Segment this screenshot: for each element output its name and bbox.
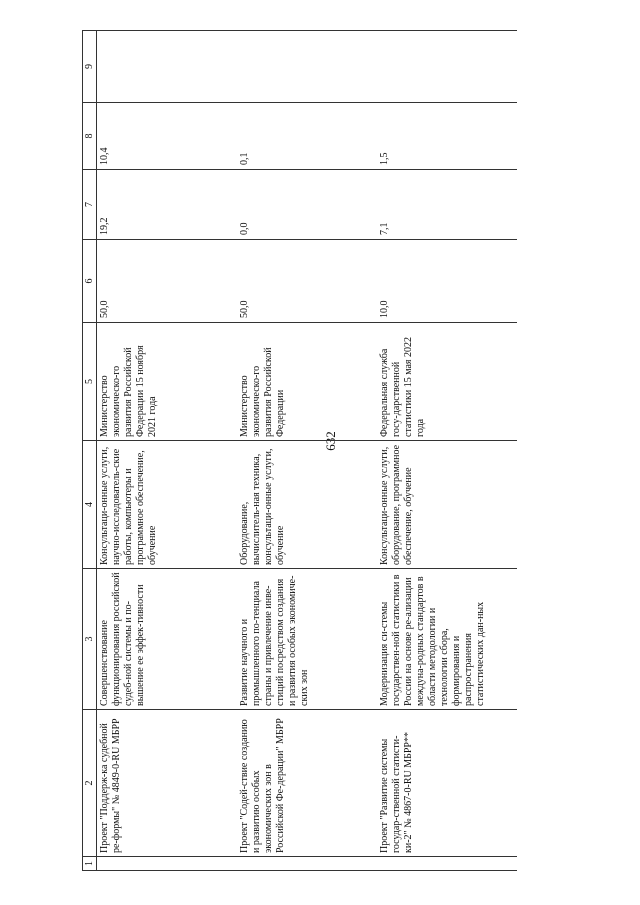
header-col-1: 1 <box>83 857 97 871</box>
cell-expenditure-type: Консультаци-онные услуги, научно-исследователь-ские работы, компьютеры и программное обеспечение, обучение <box>97 441 237 569</box>
table-row <box>237 31 377 871</box>
header-col-7: 7 <box>83 170 97 240</box>
cell-value-9 <box>97 31 237 103</box>
cell-expenditure-type: Консультаци-онные услуги, оборудование, программное обеспечение, обучение <box>377 441 517 569</box>
header-col-8: 8 <box>83 103 97 170</box>
table-row <box>377 31 517 871</box>
rotated-table-container <box>82 31 602 871</box>
cell-project-goal: Развитие научного и промышленного по-тенциала страны и привлечение инве-стиций посредством создания и развития особых экономиче-ских зон <box>237 569 377 710</box>
cell-project-goal: Совершенствование функционирования российской судеб-ной системы и по-вышение ее эффек-тивности <box>97 569 237 710</box>
cell-value-7: 19,2 <box>97 170 237 240</box>
header-col-2: 2 <box>83 710 97 857</box>
cell-value-7: 7,1 <box>377 170 517 240</box>
cell-value-7: 0,0 <box>237 170 377 240</box>
header-col-5: 5 <box>83 323 97 441</box>
cell-value-8: 1,5 <box>377 103 517 170</box>
page-number: 632 <box>323 431 338 451</box>
cell-index <box>377 857 517 871</box>
cell-value-9 <box>237 31 377 103</box>
cell-executor: Министерство экономическо-го развития Российской Федерации 15 ноября 2021 года <box>97 323 237 441</box>
cell-index <box>237 857 377 871</box>
cell-executor: Федеральная служба госу-дарственной статистики 15 мая 2022 года <box>377 323 517 441</box>
cell-project-name: Проект "Поддерж-ка судебной ре-формы" № 4849-0-RU МБРР <box>97 710 237 857</box>
cell-value-8: 10,4 <box>97 103 237 170</box>
cell-value-6: 10,0 <box>377 240 517 323</box>
table-header-row <box>83 31 97 871</box>
header-col-3: 3 <box>83 569 97 710</box>
cell-project-name: Проект "Содей-ствие созданию и развитию особых экономических зон в Российской Фе-дерации" МБРР <box>237 710 377 857</box>
projects-table <box>82 30 517 871</box>
cell-executor: Министерство экономическо-го развития Российской Федерации <box>237 323 377 441</box>
header-col-4: 4 <box>83 441 97 569</box>
cell-value-6: 50,0 <box>97 240 237 323</box>
cell-index <box>97 857 237 871</box>
cell-value-6: 50,0 <box>237 240 377 323</box>
cell-value-9 <box>377 31 517 103</box>
cell-expenditure-type: Оборудование, вычислитель-ная техника, консультаци-онные услуги, обучение <box>237 441 377 569</box>
cell-project-name: Проект "Развитие системы государ-ственной статисти-ки-2" № 4867-0-RU МБРР** <box>377 710 517 857</box>
cell-project-goal: Модернизация си-стемы государствен-ной статистики в России на основе ре-ализации междуна-родных стандартов в области методологии и технологии сбора, формирования и распространения статистических дан-ных <box>377 569 517 710</box>
table-row <box>97 31 237 871</box>
header-col-9: 9 <box>83 31 97 103</box>
header-col-6: 6 <box>83 240 97 323</box>
cell-value-8: 0,1 <box>237 103 377 170</box>
